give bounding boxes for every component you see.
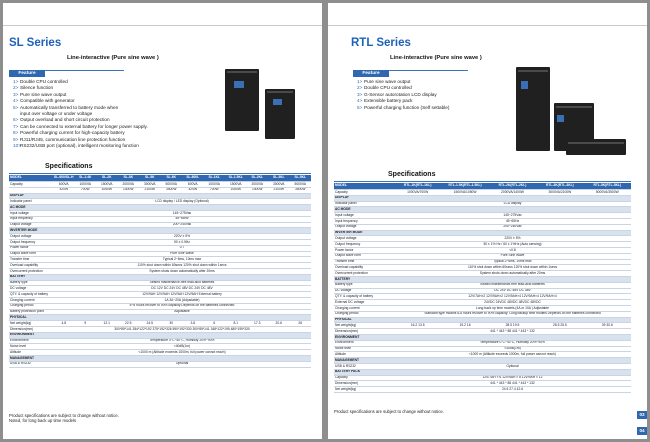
- spec-table: [334, 183, 631, 393]
- table-cell: DISPLAY: [9, 193, 311, 199]
- table-cell: 3500W: [290, 187, 312, 193]
- table-cell: 24.5 27.4 42.6: [394, 387, 631, 393]
- table-cell: 2000VA: [118, 182, 140, 188]
- table-cell: Temperature 0°C~40°C, Humidity 20%~90%: [394, 340, 631, 346]
- table-cell: QTY. & capacity of battery: [9, 292, 53, 298]
- table-cell: Adjustable: [53, 309, 311, 315]
- table-cell: 1000VA/700W: [394, 190, 441, 196]
- table-cell: Battery type: [9, 280, 53, 286]
- table-cell: 145~275Vac: [394, 213, 631, 219]
- table-cell: Capacity: [9, 182, 53, 188]
- feature-tag: Feature: [353, 70, 389, 77]
- table-cell: Pure Sine Wave: [394, 253, 631, 259]
- feature-text: Automatically transferred to battery mode when: [20, 104, 119, 110]
- table-cell: Typical 2~6ms, 10ms max: [53, 257, 311, 263]
- table-cell: 1400W: [118, 187, 140, 193]
- table-cell: DC 24V DC 48V DC 48V: [394, 288, 631, 294]
- table-cell: 600VA: [53, 182, 75, 188]
- feature-text: RJ11/RJ45, communication line protection function: [20, 136, 126, 142]
- table-cell: Sealed maintenance-free lead-acid batteries: [394, 282, 631, 288]
- table-cell: 9: [75, 321, 97, 327]
- table-cell: 12.1: [96, 321, 118, 327]
- table-cell: 3000VA/2100W: [536, 190, 583, 196]
- table-cell: SL-2KL: [247, 175, 269, 182]
- table-cell: 50 ± 1% Hz / 60 ± 1%Hz (Auto sensing): [394, 242, 631, 248]
- table-cell: PHYSICAL: [334, 317, 631, 323]
- spec-title: Specifications: [45, 163, 93, 170]
- table-cell: Environment: [9, 338, 53, 344]
- table-cell: 1500VA: [96, 182, 118, 188]
- spec-title: Specifications: [388, 171, 436, 178]
- table-cell: Capacity: [334, 190, 394, 196]
- table-cell: System shuts down automatically after 20ms: [53, 268, 311, 274]
- table-cell: INVERTER MODE: [334, 230, 631, 236]
- table-cell: Transfer time: [334, 259, 394, 265]
- table-cell: MANAGEMENT: [9, 355, 311, 361]
- feature-number: 3>: [13, 91, 19, 97]
- table-cell: DISPLAY: [334, 195, 631, 201]
- table-cell: SL-3KL: [268, 175, 290, 182]
- ups-rack-tower: [516, 67, 550, 151]
- table-cell: SL-1KL: [204, 175, 226, 182]
- table-cell: 1400W: [247, 187, 269, 193]
- series-title: RTL Series: [351, 37, 411, 49]
- table-cell: 441 * 443 * 88 441 * 443 * 132: [394, 381, 631, 387]
- table-cell: 1000VA: [75, 182, 97, 188]
- table-cell: 6: [204, 321, 226, 327]
- table-cell: <0.8: [394, 247, 631, 253]
- table-cell: PHYSICAL: [9, 315, 311, 321]
- table-cell: 5000VA: [290, 182, 312, 188]
- table-cell: Overcurrent protection: [9, 268, 53, 274]
- table-cell: LCD display: [394, 201, 631, 207]
- table-cell: 220V ± 5%: [394, 236, 631, 242]
- table-cell: 6~8 hours recover to 90% capacity Depends on the batteries connected: [53, 303, 311, 309]
- table-cell: Dimension(mm): [9, 326, 53, 332]
- table-cell: Optional: [394, 363, 631, 369]
- page-number-top: 03: [637, 411, 647, 419]
- table-cell: RTL-2K(RTL-2KL): [489, 183, 536, 190]
- feature-text: Extensible battery pack: [364, 98, 413, 104]
- table-cell: Output voltage: [9, 222, 53, 228]
- table-cell: Battery protection point: [9, 309, 53, 315]
- table-cell: DC voltage: [334, 288, 394, 294]
- table-cell: Overcurrent protection: [334, 271, 394, 277]
- left-page: [3, 3, 322, 439]
- table-cell: Output wave form: [334, 253, 394, 259]
- table-cell: 1A 3A~20A (Adjustable): [53, 297, 311, 303]
- table-cell: Typical 2~6ms, 10ms max: [394, 259, 631, 265]
- table-cell: 45~65Hz: [53, 216, 311, 222]
- table-cell: MANAGEMENT: [334, 358, 631, 364]
- table-cell: SL-800L: [182, 175, 204, 182]
- feature-number: 9>: [13, 136, 19, 142]
- feature-tag: Feature: [9, 70, 45, 77]
- feature-number: 2>: [13, 85, 19, 91]
- table-cell: 19.2 16: [441, 323, 488, 329]
- table-cell: 600VA: [182, 182, 204, 188]
- table-cell: 200~240Vac: [53, 222, 311, 228]
- feature-list: [357, 79, 449, 111]
- table-cell: 200~240Vac: [394, 224, 631, 230]
- table-cell: USB & RS232: [9, 361, 53, 367]
- spec-table: [9, 175, 311, 368]
- table-cell: Temperature 0°C~40°C, Humidity 20%~90%: [53, 338, 311, 344]
- table-cell: 3.8: [182, 321, 204, 327]
- table-cell: SL-5K: [139, 175, 161, 182]
- feature-text: G-Sensor autorotation LCD display: [364, 91, 437, 97]
- table-cell: Battery type: [334, 282, 394, 288]
- table-cell: AC MODE: [334, 207, 631, 213]
- feature-text: Pure sine wave output: [364, 79, 411, 84]
- table-cell: 22.5: [118, 321, 140, 327]
- table-cell: Standard type models 6-8 hours recover to 90% capacity; Long backup time models Depends on the batteries connected: [394, 311, 631, 317]
- table-cell: Charging period: [9, 303, 53, 309]
- table-cell: 2000VA/1400W: [489, 190, 536, 196]
- table-cell: Net weight(kg): [334, 323, 394, 329]
- feature-text: Output overload and short circuit protection: [20, 117, 110, 123]
- table-cell: Capacity: [334, 375, 394, 381]
- table-cell: 12V/7AH × 6 12V/9AH × 8 12V/9AH × 12: [394, 375, 631, 381]
- table-cell: 28.5 19.5: [489, 323, 536, 329]
- table-cell: Dimension(mm): [334, 329, 394, 335]
- spec-notes: [334, 409, 444, 414]
- table-cell: BATTERY: [9, 274, 311, 280]
- table-cell: Output voltage: [9, 234, 53, 240]
- table-cell: System shuts down automatically after 20ms: [394, 271, 631, 277]
- table-cell: DC 12V DC 24V DC 48V DC 24V DC 48V: [53, 286, 311, 292]
- table-cell: 3000VA: [139, 182, 161, 188]
- ups-battery-pack: [566, 139, 626, 155]
- ups-tower-large: [225, 69, 259, 131]
- table-cell: DC voltage: [9, 286, 53, 292]
- table-cell: Net weight(kg): [334, 387, 394, 393]
- feature-text: RS232/USB port (optional), intelligent monitoring function: [20, 143, 139, 149]
- top-rule: [3, 25, 322, 26]
- table-cell: Optional: [53, 361, 311, 367]
- table-cell: 8.1: [225, 321, 247, 327]
- table-cell: 16.2 13.5: [394, 323, 441, 329]
- feature-number: 4>: [13, 98, 19, 104]
- table-cell: 110% shut down within 60secs 120% shut down within 1secs: [394, 265, 631, 271]
- feature-text: Double CPU controlled: [364, 85, 412, 91]
- table-cell: SL-600/SL-H: [53, 175, 75, 182]
- feature-text: Powerful charging function (Self settable): [364, 104, 450, 110]
- table-cell: 5000VA/3500W: [584, 190, 631, 196]
- table-cell: 24.5: [139, 321, 161, 327]
- table-cell: 50 ± 0.5Hz: [53, 239, 311, 245]
- series-title: SL Series: [9, 37, 62, 49]
- table-cell: 1000VA: [204, 182, 226, 188]
- table-cell: 2100W: [268, 187, 290, 193]
- table-cell: Output frequency: [9, 239, 53, 245]
- table-cell: INVERTER MODE: [9, 228, 311, 234]
- table-cell: 300*85*141 354*122*192 375*192*326 590*192*330 300*85*141 348*122*195 480*195*330: [53, 326, 311, 332]
- table-cell: 30: [161, 321, 183, 327]
- table-cell: 0.7: [53, 245, 311, 251]
- table-cell: RTL-1K(RTL-1KL): [394, 183, 441, 190]
- table-cell: 700W: [75, 187, 97, 193]
- table-cell: Input voltage: [334, 213, 394, 219]
- table-cell: Charging current: [9, 297, 53, 303]
- note-line: Product specifications are subject to change without notice.: [9, 413, 119, 418]
- table-cell: Noise level: [9, 344, 53, 350]
- table-cell: 700W: [204, 187, 226, 193]
- table-row: [334, 387, 631, 393]
- right-page: [328, 3, 647, 439]
- table-cell: Sealed maintenance-free lead-acid batteries: [53, 280, 311, 286]
- feature-number: 2>: [357, 85, 363, 91]
- table-cell: 2100W: [139, 187, 161, 193]
- table-cell: 26: [290, 321, 312, 327]
- table-cell: 1500VA: [225, 182, 247, 188]
- feature-number: 8>: [13, 130, 19, 136]
- table-cell: AC MODE: [9, 205, 311, 211]
- table-cell: Indicator panel: [9, 199, 53, 205]
- table-cell: BATTERY: [334, 276, 631, 282]
- table-cell: 220V ± 5%: [53, 234, 311, 240]
- page-number-bottom: 04: [637, 427, 647, 435]
- spec-rule: [334, 181, 631, 182]
- feature-number: 7>: [13, 123, 19, 129]
- table-cell: SL-5KL: [290, 175, 312, 182]
- table-cell: Net weight(kg): [9, 321, 53, 327]
- feature-item: [357, 105, 449, 111]
- table-cell: 12V/9AH 12V/9AH 12V/9AH 12V/9AH External battery: [53, 292, 311, 298]
- table-cell: 420W: [53, 187, 75, 193]
- table-cell: 2000VA: [247, 182, 269, 188]
- table-cell: QTY. & capacity of battery: [334, 294, 394, 300]
- table-cell: Overload capability: [9, 263, 53, 269]
- table-cell: Transfer time: [9, 257, 53, 263]
- feature-number: 5>: [357, 104, 363, 110]
- table-cell: Charging current: [334, 305, 394, 311]
- series-subtitle: Line-interactive (Pure sine wave ): [390, 55, 482, 61]
- feature-number: 3>: [357, 91, 363, 97]
- table-cell: RTL-1.5K(RTL-1.5KL): [441, 183, 488, 190]
- table-cell: 5000VA: [161, 182, 183, 188]
- table-cell: RTL-3K(RTL-3KL): [536, 183, 583, 190]
- table-cell: External DC voltage: [334, 300, 394, 306]
- table-cell: MODEL: [9, 175, 53, 182]
- feature-list: [13, 79, 148, 149]
- feature-number: 6>: [13, 117, 19, 123]
- top-rule: [328, 25, 647, 26]
- note-line: Product specifications are subject to change without notice.: [334, 409, 444, 414]
- table-cell: Input frequency: [334, 218, 394, 224]
- table-cell: Noise level: [334, 346, 394, 352]
- table-cell: SL-3K: [118, 175, 140, 182]
- feature-text: Pure sine wave output: [20, 91, 67, 97]
- table-cell: <1000 m (Altitude exceeds 1000m, full power cannot reach): [53, 350, 311, 356]
- table-cell: ENVIRONMENT: [334, 334, 631, 340]
- table-cell: 39 30.6: [584, 323, 631, 329]
- feature-number: 10>: [13, 143, 21, 149]
- table-cell: 441 * 443 * 88 441 * 443 * 132: [394, 329, 631, 335]
- feature-text: Powerful charging current for high-capacity battery: [20, 130, 125, 136]
- table-cell: Output frequency: [334, 242, 394, 248]
- table-cell: Input voltage: [9, 210, 53, 216]
- table-cell: Output voltage: [334, 236, 394, 242]
- table-cell: BATTERY PACK: [334, 369, 631, 375]
- table-cell: 145~275Vac: [53, 210, 311, 216]
- table-cell: MODEL: [334, 183, 394, 190]
- table-cell: SL-1.4K: [75, 175, 97, 182]
- note-line: Noted, for long back up time models: [9, 418, 77, 424]
- table-cell: 12V/7AH×2 12V/9AH×2 12V/9AH×4 12V/9AH×4 12V/9AH×4: [394, 294, 631, 300]
- spec-notes: [9, 413, 119, 423]
- table-cell: 1050W: [96, 187, 118, 193]
- feature-text: Silence function: [20, 85, 54, 91]
- feature-text: Double CPU controlled: [20, 79, 68, 84]
- table-cell: <1000 m (Altitude exceeds 1000m, full power cannot reach): [394, 352, 631, 358]
- table-cell: SL-2K: [96, 175, 118, 182]
- feature-item: [13, 143, 148, 149]
- table-cell: 28.5 25.5: [536, 323, 583, 329]
- table-cell: Long back up time models (4A or 10A ) Adjustable: [394, 305, 631, 311]
- feature-bar: [353, 70, 468, 77]
- table-cell: Altitude: [334, 352, 394, 358]
- table-cell: <40dB(1m): [53, 344, 311, 350]
- series-subtitle: Line-interactive (Pure sine wave ): [67, 55, 159, 61]
- table-cell: 1500VA/1050W: [441, 190, 488, 196]
- table-cell: Charging period: [334, 311, 394, 317]
- table-cell: 3500W: [161, 187, 183, 193]
- table-cell: Output voltage: [334, 224, 394, 230]
- table-cell: 3000VA: [268, 182, 290, 188]
- table-cell: Overload capability: [334, 265, 394, 271]
- table-cell: Input frequency: [9, 216, 53, 222]
- table-cell: 20.6: [268, 321, 290, 327]
- feature-text: input over voltage or under voltage: [20, 111, 93, 117]
- table-cell: 4.8: [53, 321, 75, 327]
- table-cell: SL-6K: [161, 175, 183, 182]
- table-cell: Indicator panel: [334, 201, 394, 207]
- table-cell: Environment: [334, 340, 394, 346]
- table-cell: 17.3: [247, 321, 269, 327]
- table-cell: SL-1.5KL: [225, 175, 247, 182]
- table-cell: Power factor: [9, 245, 53, 251]
- table-cell: 1050W: [225, 187, 247, 193]
- feature-number: 4>: [357, 98, 363, 104]
- table-cell: Dimension(mm): [334, 381, 394, 387]
- spec-rule: [9, 173, 311, 174]
- ups-tower-small: [265, 89, 295, 139]
- feature-number: 1>: [357, 79, 363, 84]
- feature-bar: [9, 70, 124, 77]
- table-cell: Output wave form: [9, 251, 53, 257]
- table-cell: Altitude: [9, 350, 53, 356]
- feature-number: 1>: [13, 79, 19, 84]
- table-cell: 420W: [182, 187, 204, 193]
- table-cell: Power factor: [334, 247, 394, 253]
- table-cell: 110% shut down within 60secs 120% shut down within 1secs: [53, 263, 311, 269]
- table-cell: Pure Sine Wave: [53, 251, 311, 257]
- table-cell: 45~65Hz: [394, 218, 631, 224]
- table-cell: USB & RS232: [334, 363, 394, 369]
- table-cell: LCD display / LED display (Optional): [53, 199, 311, 205]
- feature-text: Compatible with generator: [20, 98, 75, 104]
- table-cell: <40dB(1m): [394, 346, 631, 352]
- feature-number: 5>: [13, 104, 19, 110]
- table-cell: RTL-5K(RTL-5KL): [584, 183, 631, 190]
- table-cell: ENVIRONMENT: [9, 332, 311, 338]
- feature-text: Can be connected to external battery for longer power supply.: [20, 123, 148, 129]
- table-cell: 24VDC 24VDC 48VDC 48VDC 48VDC: [394, 300, 631, 306]
- table-row: [9, 361, 311, 367]
